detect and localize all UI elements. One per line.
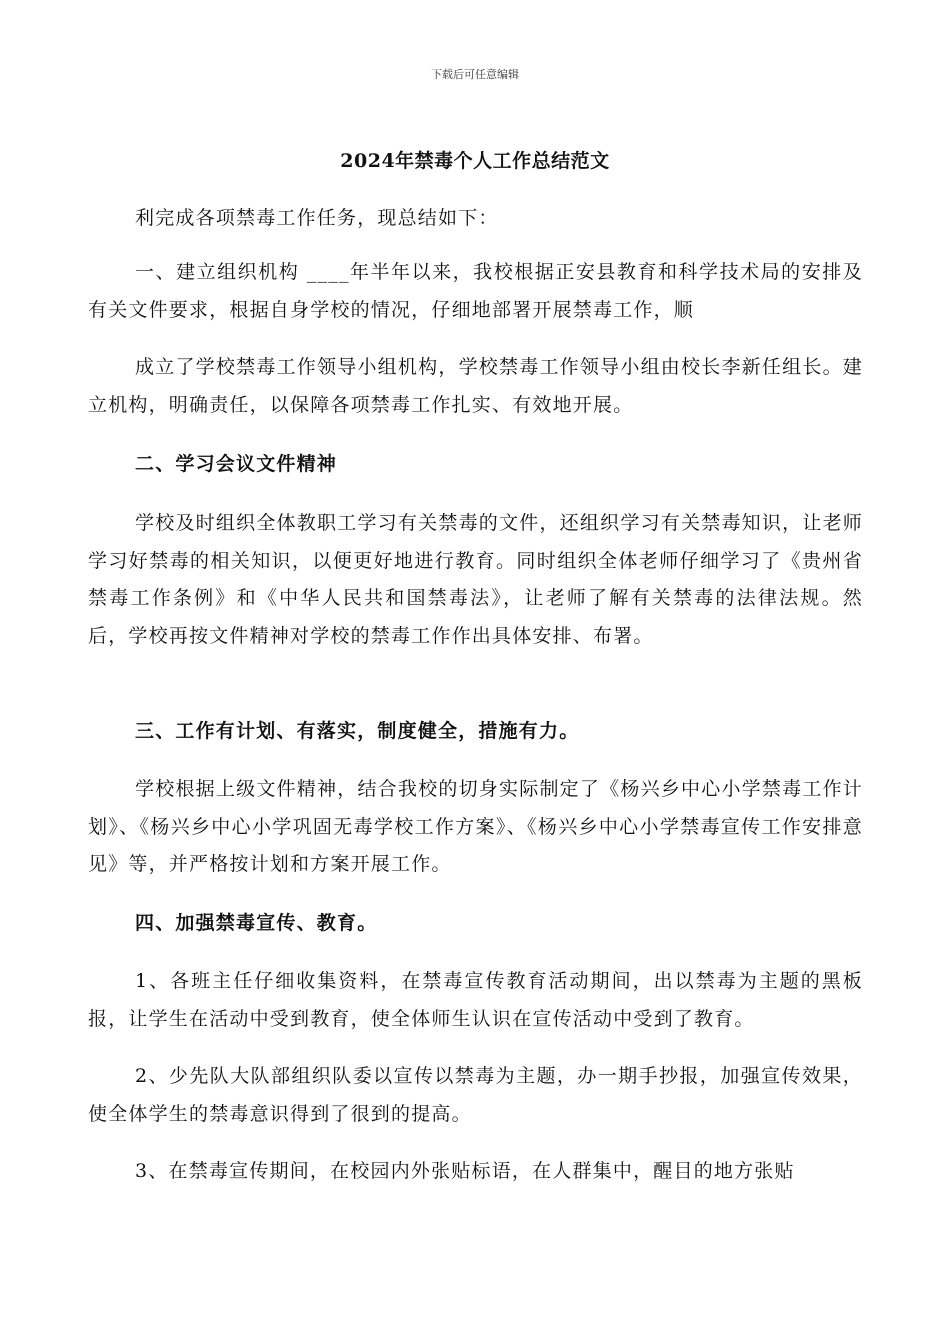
paragraph-intro: 利完成各项禁毒工作任务，现总结如下： (135, 207, 499, 229)
section-heading-2: 二、学习会议文件精神 (135, 453, 338, 475)
paragraph-section-3: 学校根据上级文件精神，结合我校的切身实际制定了《杨兴乡中心小学禁毒工作计划》、《杨兴乡中心小学巩固无毒学校工作方案》、《杨兴乡中心小学禁毒宣传工作安排意见》等，并严格按计划和方案开展工作。 (88, 778, 863, 875)
paragraph-section-2: 学校及时组织全体教职工学习有关禁毒的文件，还组织学习有关禁毒知识，让老师学习好禁毒的相关知识，以便更好地进行教育。同时组织全体老师仔细学习了《贵州省禁毒工作条例》和《中华人民共和国禁毒法》，让老师了解有关禁毒的法律法规。然后，学校再按文件精神对学校的禁毒工作作出具体安排、布署。 (88, 512, 863, 647)
paragraph-item-3: 3、在禁毒宣传期间，在校园内外张贴标语，在人群集中，醒目的地方张贴 (135, 1160, 795, 1182)
paragraph-section-1-cont: 成立了学校禁毒工作领导小组机构，学校禁毒工作领导小组由校长李新任组长。建立机构，明确责任，以保障各项禁毒工作扎实、有效地开展。 (88, 356, 863, 416)
page-header-note: 下载后可任意编辑 (431, 68, 519, 81)
document-title: 2024年禁毒个人工作总结范文 (340, 150, 610, 172)
paragraph-section-1: 一、建立组织机构 ____年半年以来，我校根据正安县教育和科学技术局的安排及有关文件要求，根据自身学校的情况，仔细地部署开展禁毒工作，顺 (88, 261, 863, 321)
paragraph-item-2: 2、少先队大队部组织队委以宣传以禁毒为主题，办一期手抄报，加强宣传效果，使全体学生的禁毒意识得到了很到的提高。 (88, 1065, 863, 1125)
paragraph-item-1: 1、各班主任仔细收集资料，在禁毒宣传教育活动期间，出以禁毒为主题的黑板报，让学生在活动中受到教育，使全体师生认识在宣传活动中受到了教育。 (88, 970, 863, 1030)
section-heading-4: 四、加强禁毒宣传、教育。 (135, 912, 378, 934)
section-heading-3: 三、工作有计划、有落实，制度健全，措施有力。 (135, 720, 580, 742)
